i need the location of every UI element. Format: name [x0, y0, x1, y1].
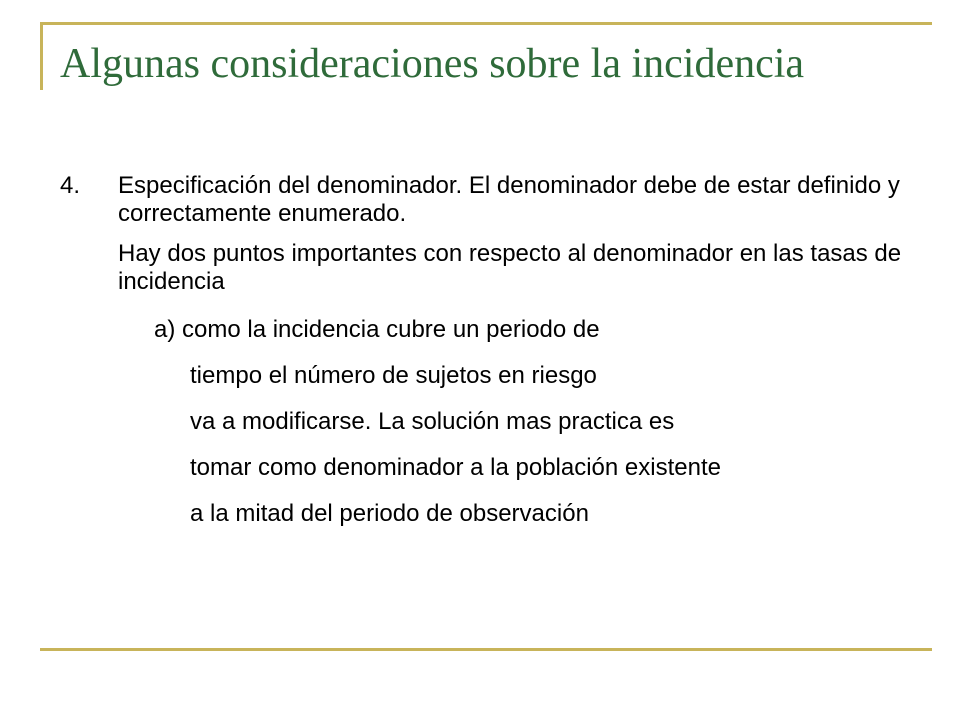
sub-line: va a modificarse. La solución mas practica es	[190, 408, 675, 435]
slide-title: Algunas consideraciones sobre la incidencia	[60, 41, 805, 87]
sub-line: tiempo el número de sujetos en riesgo	[190, 362, 597, 389]
list-item-number: 4.	[60, 172, 81, 199]
bottom-rule	[40, 648, 932, 651]
top-rule	[40, 22, 932, 25]
sub-line: a la mitad del periodo de observación	[190, 500, 589, 527]
slide-body	[60, 172, 920, 546]
sub-line: tomar como denominador a la población existente	[190, 454, 721, 481]
paragraph-denominator-spec: Especificación del denominador. El denominador debe de estar definido y correctamente enumerado.	[118, 172, 900, 227]
left-rule	[40, 22, 43, 90]
sub-point-a	[60, 316, 920, 528]
paragraph-two-points: Hay dos puntos importantes con respecto al denominador en las tasas de incidencia	[118, 240, 902, 295]
sub-line: a) como la incidencia cubre un periodo de	[154, 316, 600, 343]
